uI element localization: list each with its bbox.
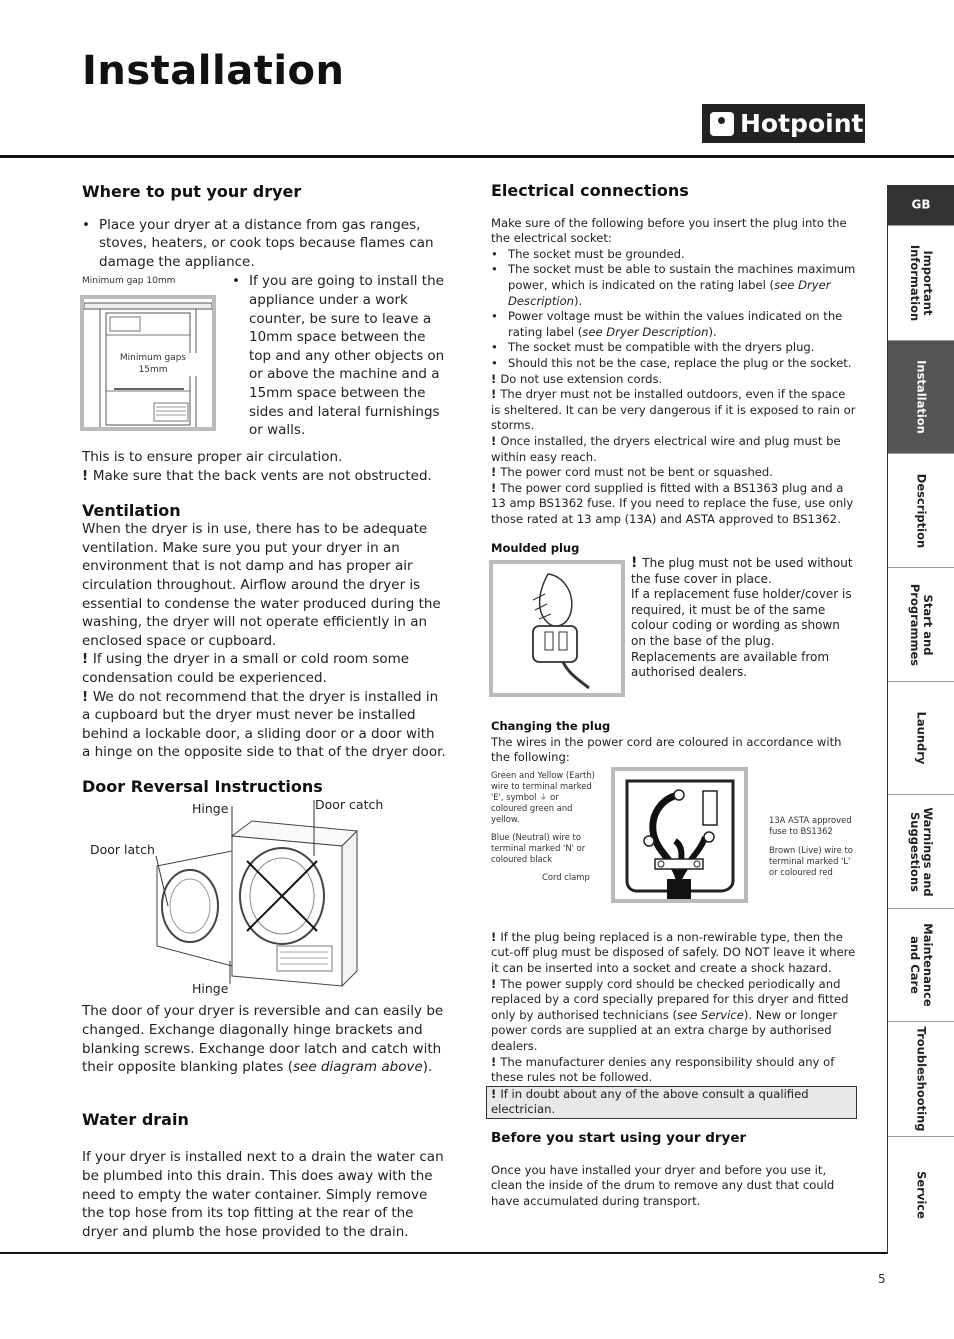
moulded-plug-title: Moulded plug [491, 541, 580, 556]
changing-para: The wires in the power cord are coloured in accordance with the following: [491, 734, 842, 765]
section-tabs [888, 185, 954, 1253]
moulded-para: If a replacement fuse holder/cover is required, it must be of the same colour coding or wording as shown on the base of the plug. Replacements are available from authorised dealers. [631, 587, 852, 680]
vent-para-2: ! If using the dryer in a small or cold room some condensation could be experienced. [82, 651, 410, 686]
tab-description[interactable]: Description [888, 454, 954, 568]
tab-gb[interactable]: GB [888, 185, 954, 226]
before-start-para: Once you have installed your dryer and before you use it, clean the inside of the drum to remove any dust that could have accumulated during transport. [491, 1162, 835, 1208]
tab-important-information[interactable]: Important Information [888, 226, 954, 341]
plug-warning-2: ! The power supply cord should be checked periodically and replaced by a cord specially prepared for this dryer and fitted only by authorised technicians (see Service). New or longer power cords are supplied at an extra charge by authorised dealers. [491, 976, 849, 1053]
top-rule [0, 155, 954, 158]
hotpoint-logo-icon [710, 112, 734, 136]
wire-green-label: Green and Yellow (Earth) wire to terminal marked 'E', symbol ⏚ or coloured green and yellow. [491, 769, 595, 824]
elec-list [491, 247, 857, 372]
cord-clamp-label: Cord clamp [542, 871, 590, 882]
elec-note-5: ! The power cord supplied is fitted with a BS1363 plug and a 13 amp BS1362 fuse. If you need to replace the fuse, use only those rated at 13 amp (13A) and ASTA approved to BS1362. [491, 480, 854, 526]
tab-service[interactable]: Service [914, 1171, 929, 1219]
where-bullet-2: • If you are going to install the appliance under a work counter, be sure to leave a 10mm space between the top and any other objects on or above the machine and a 15mm space between the sides and lateral furnishings or walls. [232, 272, 446, 439]
tab-installation[interactable]: Installation [888, 341, 954, 454]
vent-para-1: When the dryer is in use, there has to be adequate ventilation. Make sure you put your dryer in an environment that is not damp and has proper air circulation throughout. Airflow around the dryer is essential to condense the water produced during the washing, the dryer will not operate efficiently in an enclosed space or cupboard. [82, 521, 441, 649]
electrical-title: Electrical connections [491, 181, 689, 200]
drain-title: Water drain [82, 1109, 189, 1129]
wire-blue-label: Blue (Neutral) wire to terminal marked 'N' or coloured black [491, 831, 586, 864]
elec-bullet-2: • The socket must be able to sustain the machines maximum power, which is indicated on the rating label (see Dryer Description). [491, 262, 857, 309]
wiring-figure [491, 770, 857, 930]
fuse-label: 13A ASTA approved fuse to BS1362 [769, 814, 852, 836]
wire-brown-label: Brown (Live) wire to terminal marked 'L' or coloured red [769, 844, 853, 877]
moulded-plug-text [631, 556, 857, 681]
brand-logo [702, 104, 865, 143]
where-bullet-1: • Place your dryer at a distance from gas ranges, stoves, heaters, or cook tops because flames can damage the appliance. [82, 216, 446, 272]
where-title: Where to put your dryer [82, 182, 302, 201]
plug-warning-4: ! If in doubt about any of the above consult a qualified electrician. [486, 1086, 857, 1119]
tab-warnings-and-suggestions[interactable]: Warnings and Suggestions [888, 795, 954, 909]
where-para-1: This is to ensure proper air circulation. [82, 449, 343, 466]
plug-warning-3: ! The manufacturer denies any responsibility should any of these rules not be followed. [491, 1054, 835, 1085]
moulded-note-1: ! The plug must not be used without the fuse cover in place. [631, 555, 853, 586]
page-title: Installation [82, 48, 345, 94]
before-start-title: Before you start using your dryer [491, 1129, 747, 1146]
tab-maintenance-and-care[interactable]: Maintenance and Care [888, 909, 954, 1022]
elec-note-3: ! Once installed, the dryers electrical wire and plug must be within easy reach. [491, 433, 841, 464]
elec-intro: Make sure of the following before you insert the plug into the the electrical socket: [491, 215, 847, 246]
moulded-plug-figure [489, 560, 625, 697]
bottom-rule [0, 1252, 887, 1254]
tab-start-and-programmes[interactable]: Start and Programmes [888, 568, 954, 682]
door-latch-label: Door latch [90, 842, 155, 858]
elec-bullet-1: • The socket must be grounded. [491, 247, 857, 263]
ventilation-title: Ventilation [82, 500, 181, 520]
door-reversal-diagram [142, 796, 362, 996]
right-column [491, 183, 857, 1209]
where-figure-block [82, 272, 446, 448]
moulded-plug-block [491, 555, 857, 715]
where-list-2 [232, 272, 446, 439]
where-list [82, 216, 446, 272]
tab-troubleshooting[interactable]: Troubleshooting [888, 1022, 954, 1137]
page-number: 5 [878, 1272, 886, 1286]
door-para: The door of your dryer is reversible and can easily be changed. Exchange diagonally hinge brackets and blanking screws. Exchange door latch and catch with their opposite blanking plates (see diagram above). [82, 1003, 444, 1076]
plug-warning-1: ! If the plug being replaced is a non-rewirable type, then the cut-off plug must be disposed of safely. DO NOT leave it where it can be inserted into a socket and create a shock hazard. [491, 929, 856, 976]
elec-bullet-5: • Should this not be the case, replace the plug or the socket. [491, 356, 857, 372]
plug-wiring-svg [615, 771, 744, 899]
elec-bullet-3: • Power voltage must be within the values indicated on the rating label (see Dryer Description). [491, 309, 857, 340]
door-hinge-top-label: Hinge [192, 801, 229, 817]
door-title: Door Reversal Instructions [82, 776, 323, 796]
fig1-side-label: Minimum gaps 15mm [108, 353, 198, 376]
vent-para-3: ! We do not recommend that the dryer is installed in a cupboard but the dryer must never be installed behind a lockable door, a sliding door or a door with a hinge on the opposite side to that of the dryer door. [82, 688, 446, 761]
dryer-gap-figure [80, 295, 216, 431]
drain-para: If your dryer is installed next to a drain the water can be plumbed into this drain. This does away with the need to empty the water container. Simply remove the top hose from its top fitting at the rear of the dryer and plumb the hose provided to the drain. [82, 1149, 444, 1240]
elec-note-1: ! Do not use extension cords. [491, 371, 663, 386]
hand-plug-diagram [493, 564, 621, 693]
brand-name: Hotpoint [740, 109, 864, 138]
where-para-2: ! Make sure that the back vents are not obstructed. [82, 467, 432, 484]
door-figure [82, 796, 446, 1002]
fig1-top-label: Minimum gap 10mm [82, 276, 176, 287]
plug-wiring-diagram [611, 767, 748, 903]
elec-bullet-4: • The socket must be compatible with the dryers plug. [491, 340, 857, 356]
elec-note-2: ! The dryer must not be installed outdoors, even if the space is sheltered. It can be very dangerous if it is exposed to rain or storms. [491, 387, 856, 433]
tab-laundry[interactable]: Laundry [888, 682, 954, 795]
left-column [82, 183, 446, 1241]
changing-plug-title: Changing the plug [491, 719, 611, 734]
door-catch-label: Door catch [315, 797, 384, 813]
door-hinge-bottom-label: Hinge [192, 981, 229, 997]
elec-note-4: ! The power cord must not be bent or squashed. [491, 465, 773, 480]
